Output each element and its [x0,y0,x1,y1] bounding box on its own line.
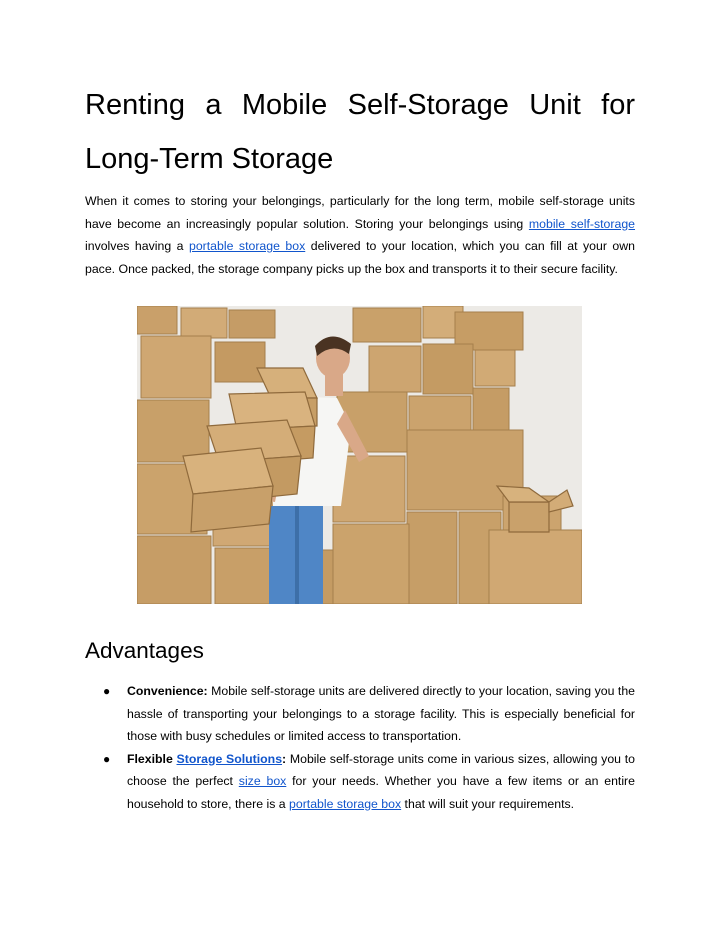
flexible-text-2: for your needs. Whether you have a few items or an entire household to store, there is a [127,774,635,811]
convenience-text: Mobile self-storage units are delivered directly to your location, saving you the hassle of transporting your belongings to a storage facility. This is especially beneficial for those with busy schedules or limited access to transportation. [127,684,635,743]
title-line-1: Renting a Mobile Self-Storage Unit for [85,89,635,121]
flexible-label-pre: Flexible [127,751,177,766]
mobile-self-storage-link[interactable]: mobile self-storage [528,216,636,231]
flexible-text-1: Mobile self-storage units come in various sizes, allowing you to choose the perfect [127,751,635,788]
page-title [85,78,635,186]
storage-boxes-photo [137,306,582,604]
intro-text-3: delivered to your location, which you can fill at your own pace. Once packed, the storage company picks up the box and transports it to their secure facility. [85,239,635,276]
title-line-2: Long-Term Storage [85,143,334,175]
flexible-label-colon: : [282,751,287,766]
storage-solutions-link[interactable]: Storage Solutions [176,751,283,766]
bullet-icon: ● [103,684,111,698]
bullet-icon: ● [103,751,111,766]
size-box-link[interactable]: size box [238,774,287,788]
list-item-convenience [85,680,635,748]
intro-text-1: When it comes to storing your belongings, particularly for the long term, mobile self-storage units have become an increasingly popular solution. Storing your belongings using [85,194,635,231]
list-item-flexible-storage [85,748,635,816]
advantages-list [85,680,635,815]
convenience-label: Convenience: [127,684,208,698]
intro-text-2: involves having a [85,239,189,253]
flexible-text-3: that will suit your requirements. [401,796,575,811]
advantages-heading: Advantages [85,638,204,663]
intro-paragraph [85,190,635,280]
portable-storage-box-link-2[interactable]: portable storage box [289,796,402,811]
flexible-label [127,752,286,766]
portable-storage-box-link[interactable]: portable storage box [188,239,306,253]
